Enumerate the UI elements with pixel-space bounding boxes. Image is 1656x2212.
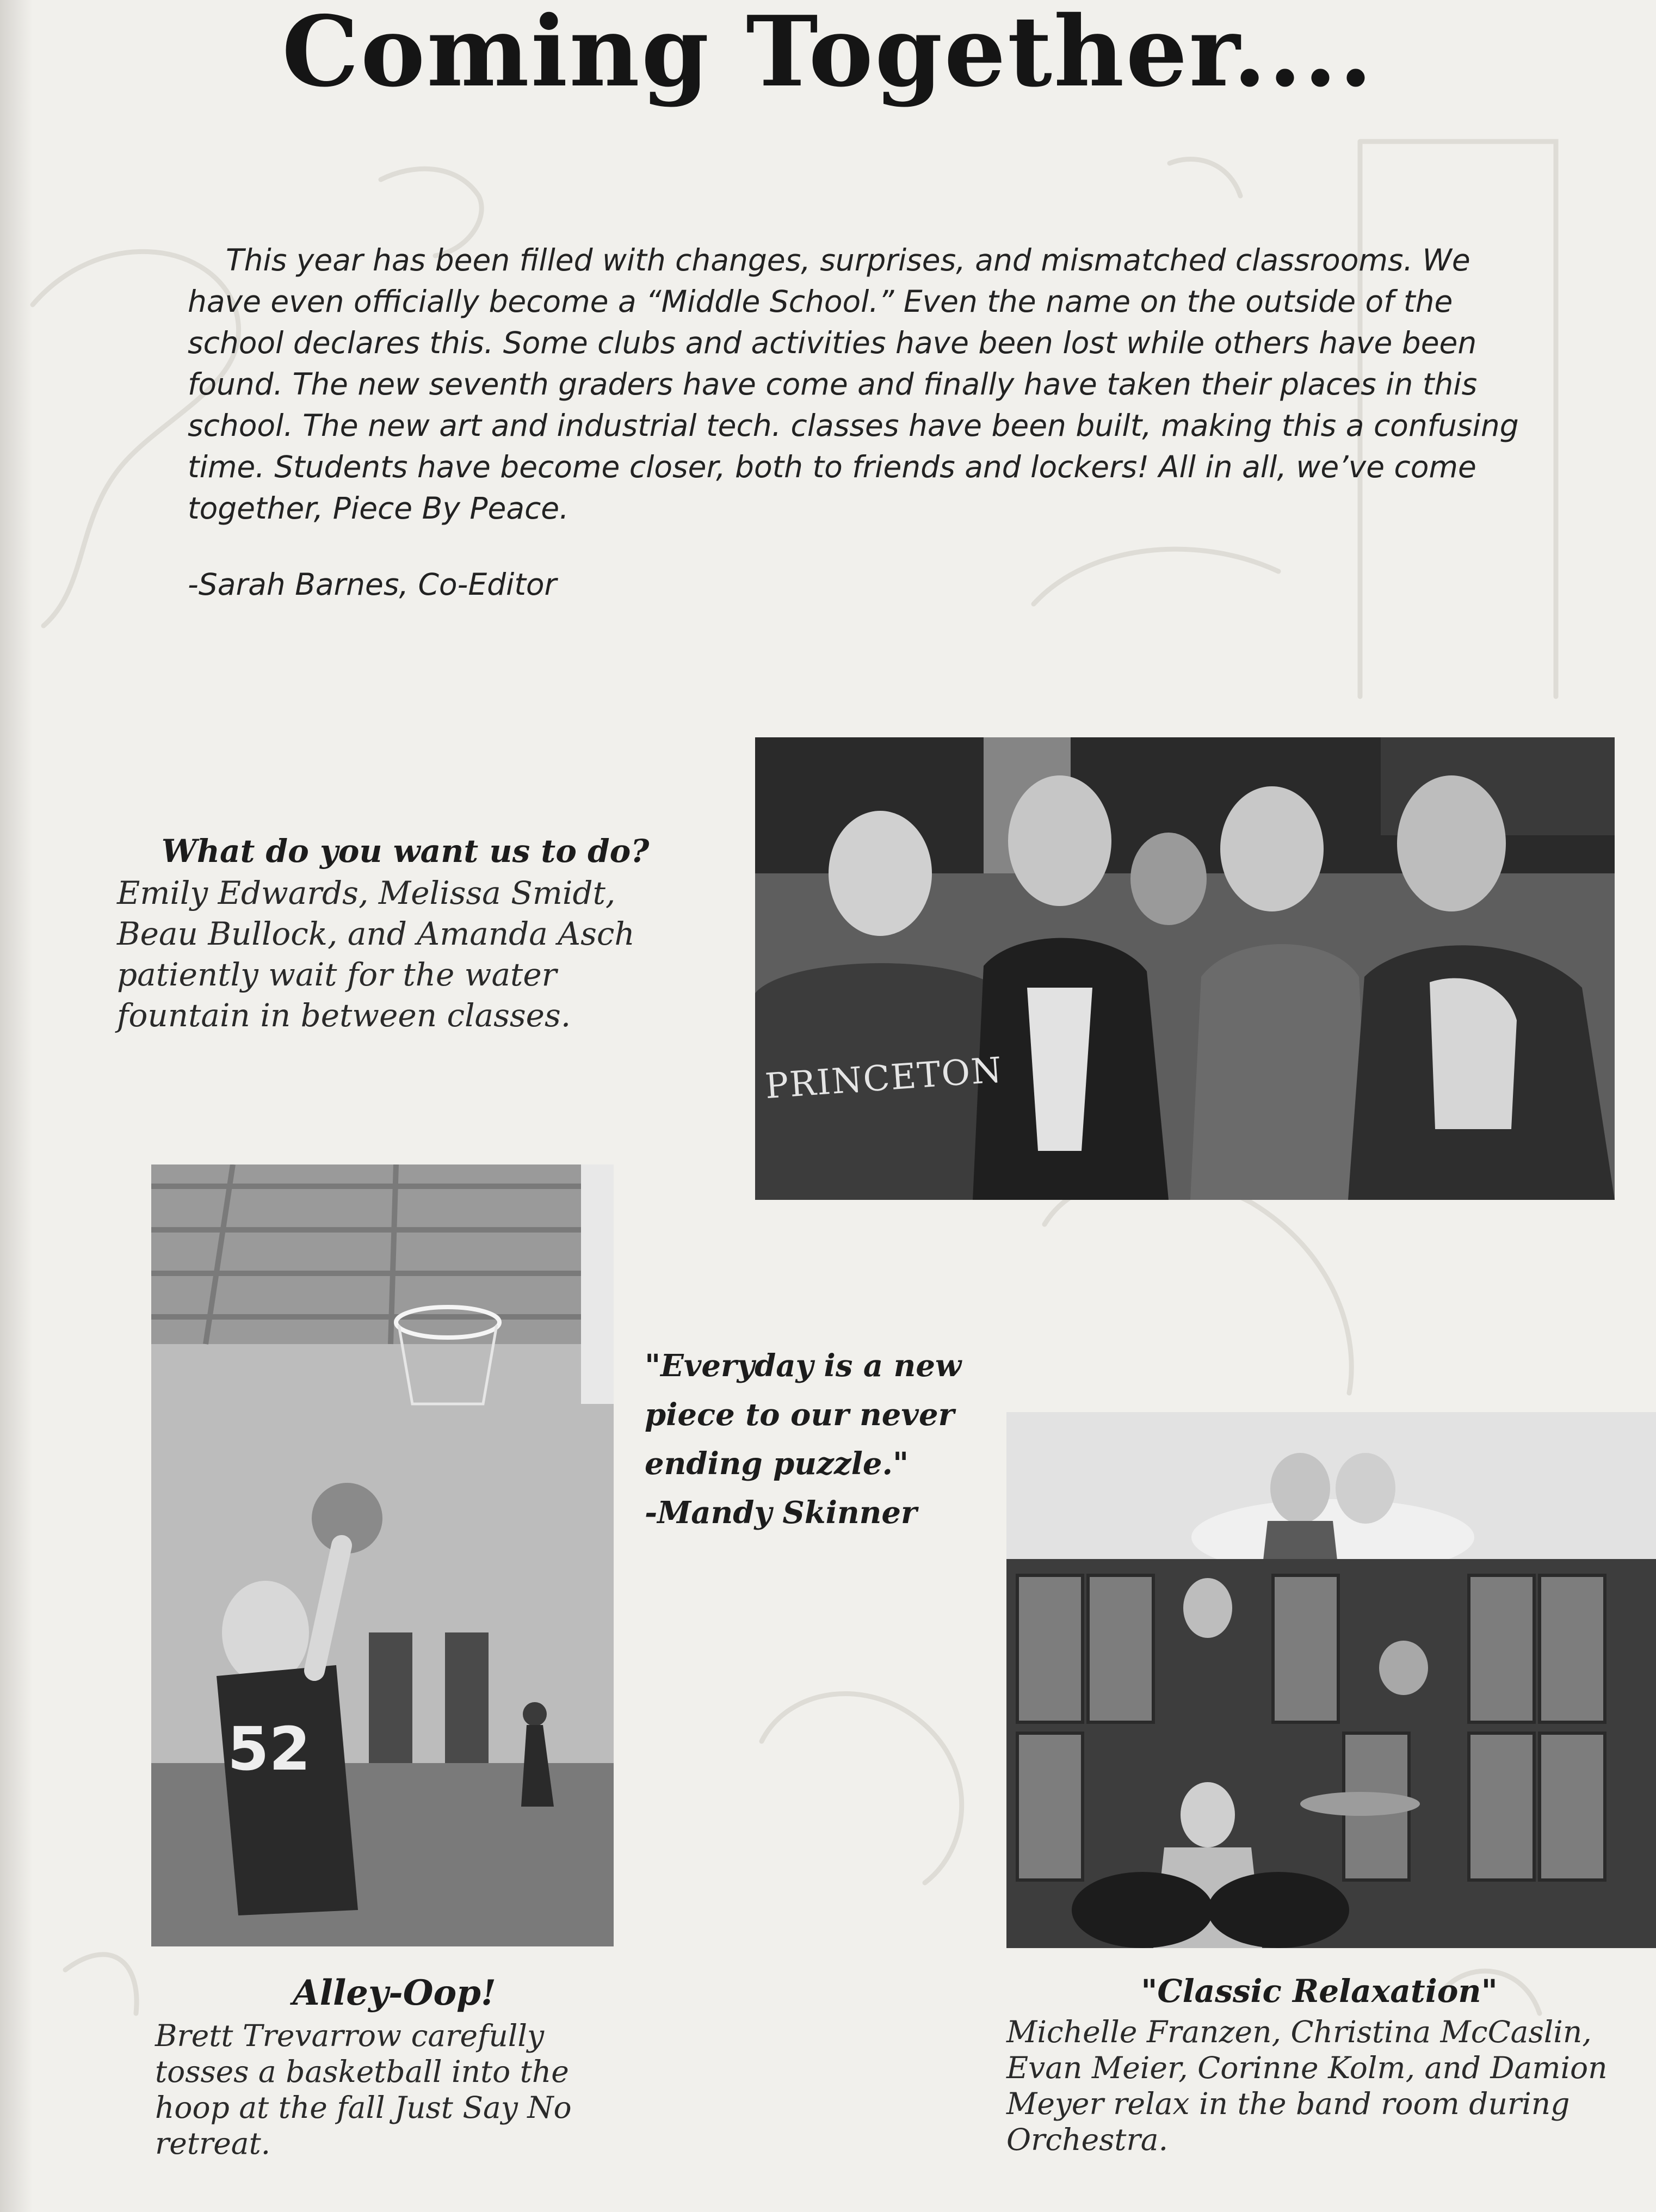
princeton-sweatshirt-text: PRINCETON [763, 1050, 1004, 1107]
basketball-photo [151, 1164, 614, 1946]
basketball-caption-title: Alley-Oop! [292, 1973, 497, 2013]
intro-signature: -Sarah Barnes, Co-Editor [188, 567, 557, 602]
pull-quote [645, 1341, 982, 1537]
basketball-caption [155, 1973, 634, 2161]
basketball-caption-body: Brett Trevarrow carefully tosses a basketball into the hoop at the fall Just Say No retreat. [155, 2018, 572, 2161]
hallway-photo [755, 737, 1615, 1200]
band-room-photo [1006, 1412, 1656, 1948]
quote-line-3: ending puzzle." [645, 1446, 909, 1482]
intro-paragraph: This year has been filled with changes, surprises, and mismatched classrooms. We have even officially become a “Middle School.” Even the name on the outside of the school declares this. Some clubs and activities have been lost while others have been found. The new seventh graders have come and finally have taken their places in this school. The new art and industrial tech. classes have been built, making this a confusing time. Students have become closer, both to friends and lockers! All in all, we’ve come together, Piece By Peace. [188, 243, 1519, 526]
page-title: Coming Together.... [282, 0, 1374, 108]
hallway-caption-body: Emily Edwards, Melissa Smidt, Beau Bullock, and Amanda Asch patiently wait for the water fountain in between classes. [117, 874, 635, 1034]
band-room-caption [1006, 1973, 1632, 2158]
jersey-number: 52 [227, 1714, 311, 1784]
band-room-caption-body: Michelle Franzen, Christina McCaslin, Evan Meier, Corinne Kolm, and Damion Meyer relax in the band room during Orchestra. [1006, 2014, 1608, 2157]
hallway-caption-title: What do you want us to do? [161, 833, 650, 870]
quote-line-2: piece to our never [645, 1397, 955, 1433]
quote-author: -Mandy Skinner [645, 1495, 917, 1531]
band-room-caption-title: "Classic Relaxation" [1141, 1973, 1498, 2010]
hallway-caption [117, 833, 694, 1036]
quote-line-1: "Everyday is a new [645, 1348, 962, 1384]
